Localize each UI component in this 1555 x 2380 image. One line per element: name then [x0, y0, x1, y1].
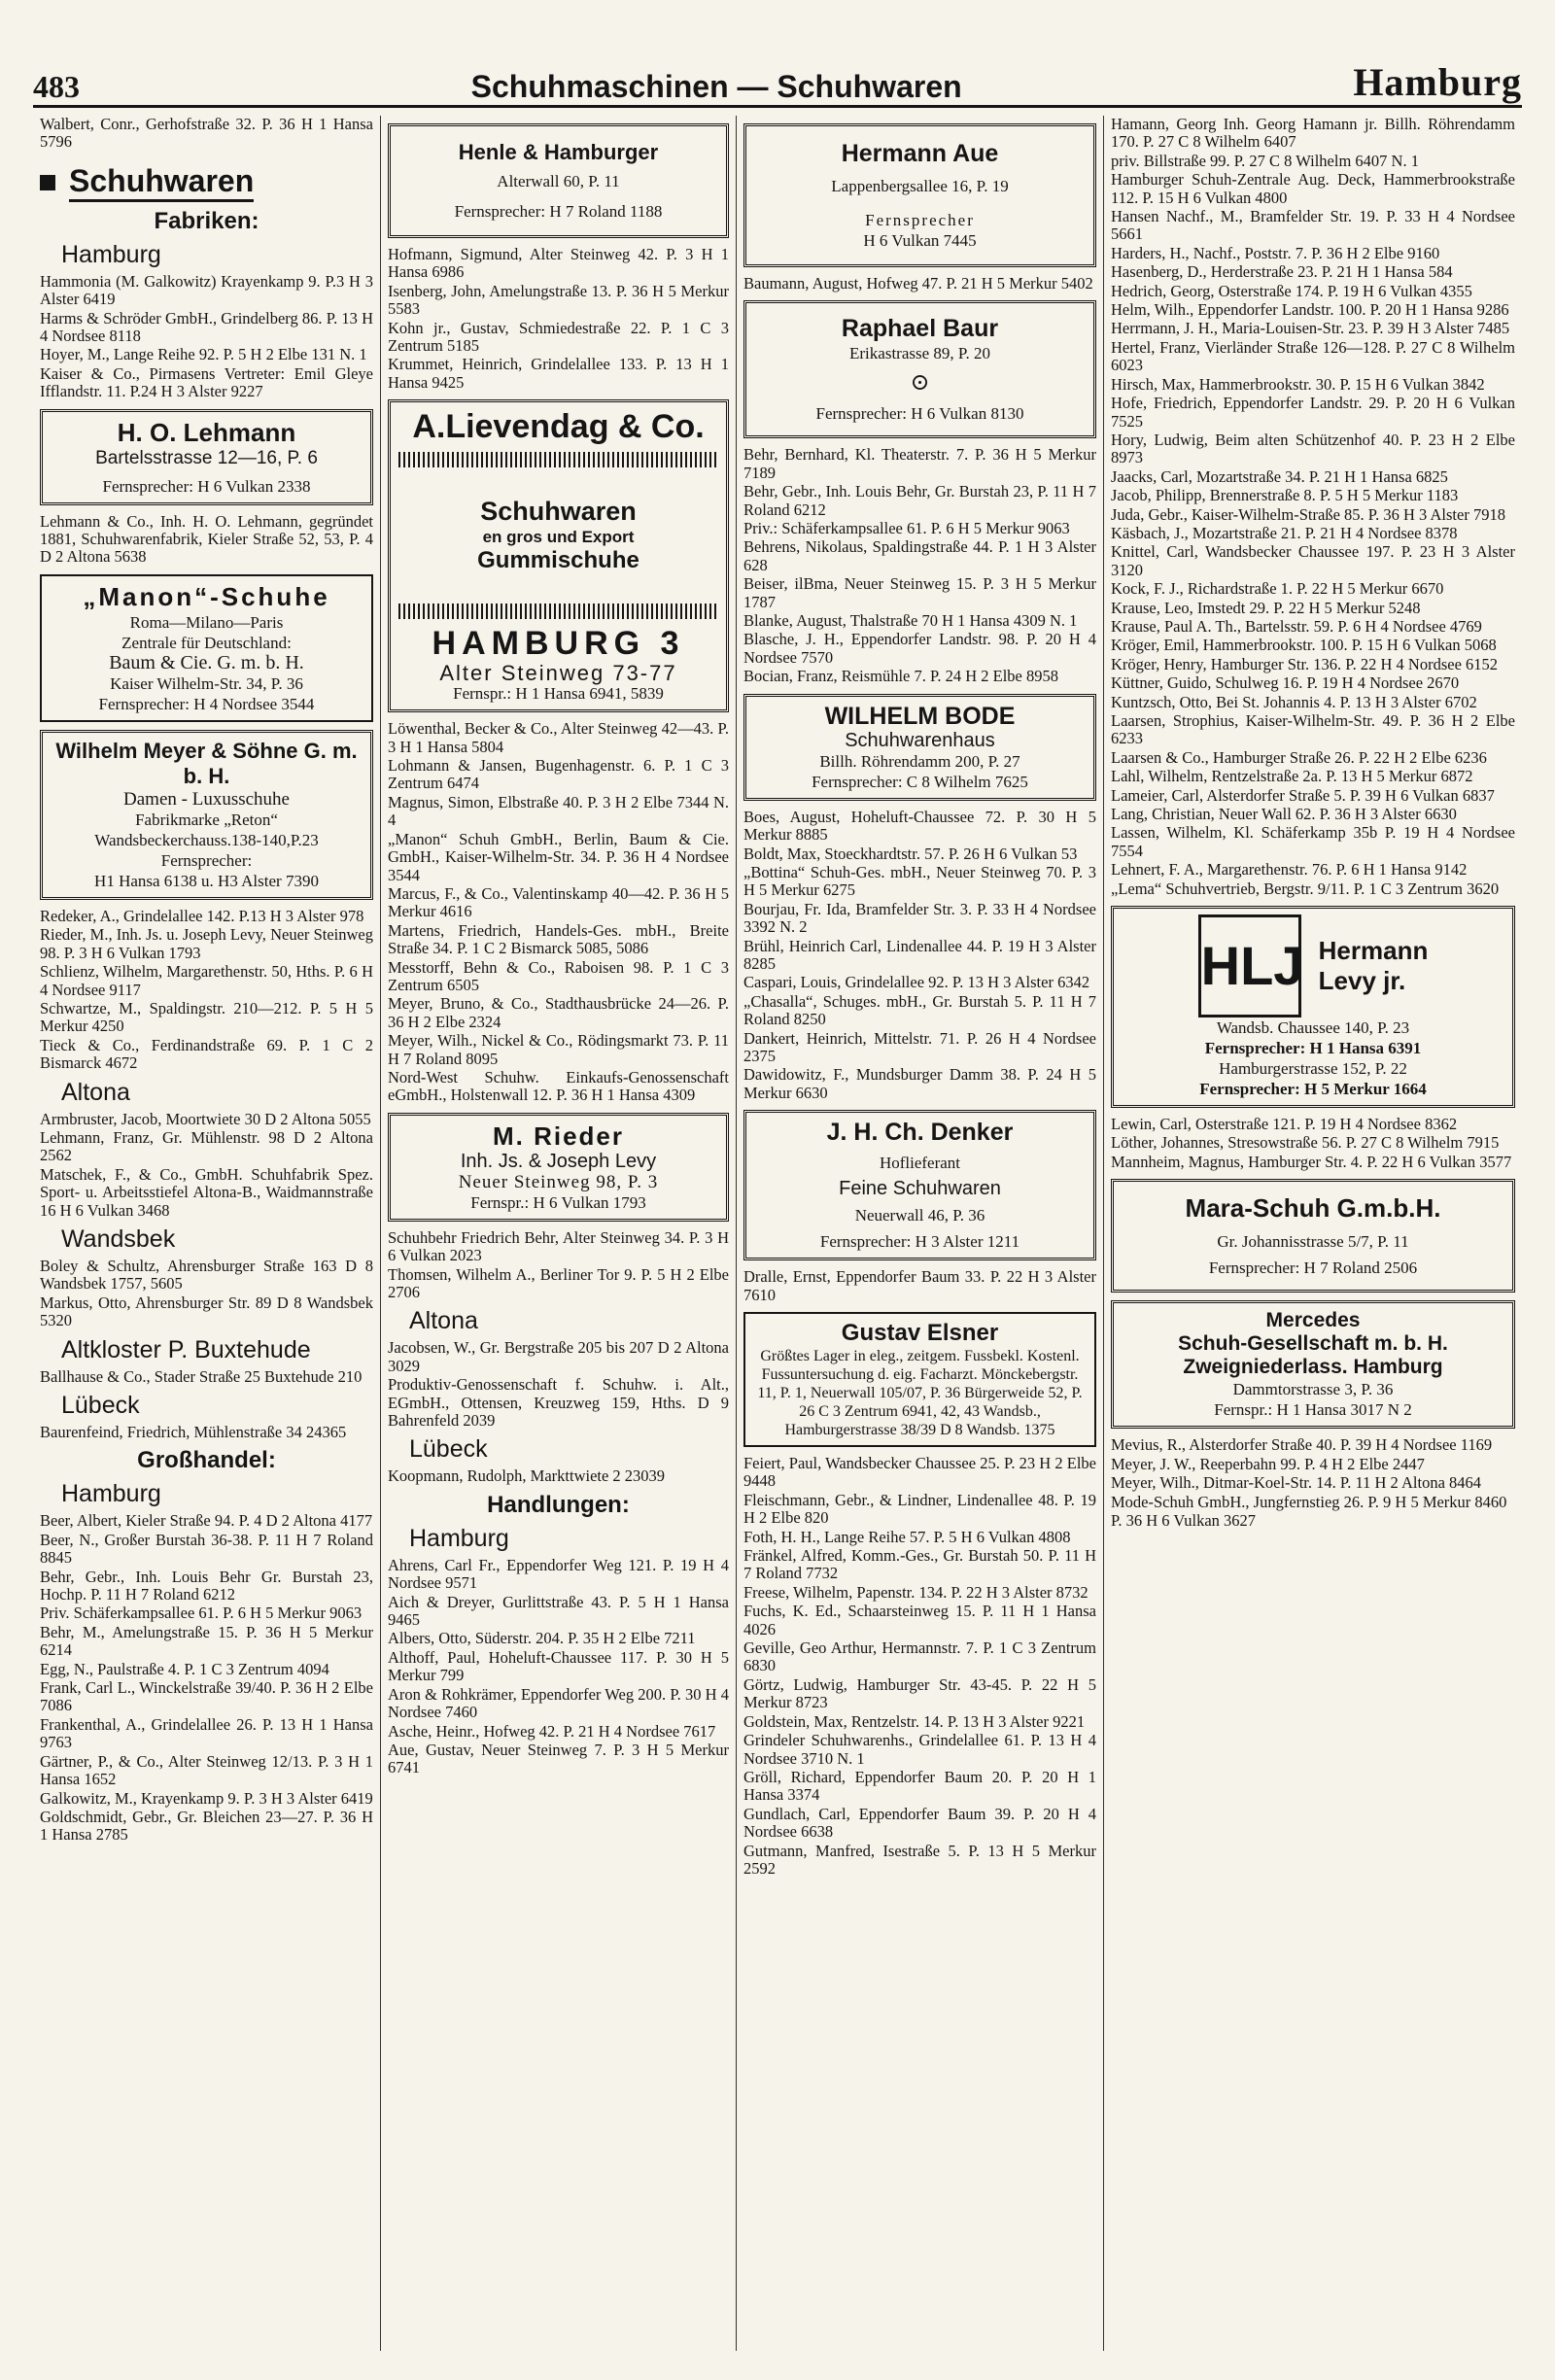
- directory-entry: Hansen Nachf., M., Bramfelder Str. 19. P. 33 H 4 Nordsee 5661: [1111, 207, 1515, 244]
- directory-entry: Behr, Gebr., Inh. Louis Behr Gr. Burstah 23, Hochp. P. 11 H 7 Roland 6212: [40, 1567, 373, 1604]
- ad-hermann-levy: [1111, 906, 1515, 1108]
- directory-entry: Redeker, A., Grindelallee 142. P.13 H 3 Alster 978: [40, 906, 364, 925]
- directory-entry: Marcus, F., & Co., Valentinskamp 40—42. P. 36 H 5 Merkur 4616: [388, 883, 729, 921]
- directory-entry: Lameier, Carl, Alsterdorfer Straße 5. P. 39 H 6 Vulkan 6837: [1111, 785, 1495, 805]
- ad-phone: Fernsprecher: H 7 Roland 2506: [1208, 1259, 1418, 1278]
- ad-name: Wilhelm Meyer & Söhne G. m. b. H.: [55, 738, 358, 788]
- ad-phone: H1 Hansa 6138 u. H3 Alster 7390: [94, 871, 319, 890]
- ad-name: WILHELM BODE: [824, 702, 1016, 730]
- location-heading: Wandsbek: [61, 1224, 176, 1253]
- directory-entry: Gundlach, Carl, Eppendorfer Baum 39. P. 20 H 4 Nordsee 6638: [743, 1804, 1096, 1842]
- directory-entry: Fleischmann, Gebr., & Lindner, Lindenallee 48. P. 19 H 2 Elbe 820: [743, 1490, 1096, 1528]
- column-1: [33, 116, 381, 2351]
- ad-line: Feine Schuhwaren: [839, 1178, 1001, 1200]
- ad-name: „Manon“-Schuhe: [83, 581, 330, 611]
- directory-entry: Harms & Schröder GmbH., Grindelberg 86. P. 13 H 4 Nordsee 8118: [40, 308, 373, 346]
- directory-entry: Löwenthal, Becker & Co., Alter Steinweg 42—43. P. 3 H 1 Hansa 5804: [388, 719, 729, 756]
- directory-entry: Armbruster, Jacob, Moortwiete 30 D 2 Altona 5055: [40, 1109, 371, 1128]
- directory-entry: Frankenthal, A., Grindelallee 26. P. 13 H 1 Hansa 9763: [40, 1714, 373, 1752]
- ad-phone: Fernsprecher: H 5 Merkur 1664: [1199, 1080, 1427, 1099]
- directory-entry: Kohn jr., Gustav, Schmiedestraße 22. P. 1 C 3 Zentrum 5185: [388, 318, 729, 356]
- directory-entry: Aron & Rohkrämer, Eppendorfer Weg 200. P. 30 H 4 Nordsee 7460: [388, 1684, 729, 1722]
- ad-phone: Fernsprecher: H 1 Hansa 6391: [1204, 1039, 1422, 1058]
- ad-meyer-soehne: [40, 730, 373, 900]
- ad-address: Billh. Röhrendamm 200, P. 27: [819, 751, 1020, 771]
- directory-entry: Lehnert, F. A., Margarethenstr. 76. P. 6 H 1 Hansa 9142: [1111, 860, 1468, 880]
- directory-entry: Fränkel, Alfred, Komm.-Ges., Gr. Burstah 50. P. 11 H 7 Roland 7732: [743, 1546, 1096, 1583]
- directory-entry: Fuchs, K. Ed., Schaarsteinweg 15. P. 11 H 1 Hansa 4026: [743, 1602, 1096, 1638]
- directory-entry: Dawidowitz, F., Mundsburger Damm 38. P. 24 H 5 Merkur 6630: [743, 1065, 1096, 1102]
- entry-list: [388, 720, 729, 1105]
- monogram-logo: HLJ: [1198, 914, 1301, 1018]
- directory-entry: Boldt, Max, Stoeckhardtstr. 57. P. 26 H 6 Vulkan 53: [743, 844, 1078, 863]
- directory-entry: Boley & Schultz, Ahrensburger Straße 163 D 8 Wandsbek 1757, 5605: [40, 1256, 373, 1293]
- directory-entry: Thomsen, Wilhelm A., Berliner Tor 9. P. 5 H 2 Elbe 2706: [388, 1264, 729, 1301]
- entry-list: [388, 246, 729, 392]
- directory-entry: Tieck & Co., Ferdinandstraße 69. P. 1 C 2 Bismarck 4672: [40, 1035, 373, 1073]
- ad-name: Levy jr.: [1318, 966, 1406, 996]
- directory-entry: Kröger, Emil, Hammerbrookstr. 100. P. 15 H 6 Vulkan 5068: [1111, 636, 1497, 655]
- directory-entry: Freese, Wilhelm, Papenstr. 134. P. 22 H 3 Alster 8732: [743, 1582, 1088, 1602]
- section-schuhwaren: [40, 163, 373, 202]
- entry-list: [388, 1339, 729, 1430]
- directory-entry: Krause, Paul A. Th., Bartelsstr. 59. P. 6 H 4 Nordsee 4769: [1111, 616, 1482, 636]
- ad-city: HAMBURG 3: [432, 625, 685, 663]
- location-heading: Altona: [409, 1307, 478, 1335]
- subsection-grosshandel: Großhandel:: [137, 1447, 276, 1474]
- bullet-square-icon: [40, 175, 55, 190]
- ad-body: Größtes Lager in eleg., zeitgem. Fussbekl. Kostenl. Fussuntersuchung d. eig. Facharzt. Mönckebergstr. 11, P. 1, Neuerwall 105/07, P. 36 Bürgerweide 52, P. 26 C 3 Zentrum 6941, 42, 43 Wandsb., Hamburgerstrasse 38/39 D 8 Wandsb. 1375: [757, 1348, 1083, 1438]
- location-heading: Hamburg: [61, 240, 161, 268]
- directory-entry: Hertel, Franz, Vierländer Straße 126—128. P. 27 C 8 Wilhelm 6023: [1111, 337, 1515, 375]
- directory-entry: Hammonia (M. Galkowitz) Krayenkamp 9. P.3 H 3 Alster 6419: [40, 271, 373, 309]
- ad-mara-schuh: [1111, 1179, 1515, 1293]
- ad-name: Hermann: [1318, 936, 1429, 966]
- ad-address: Lappenbergsallee 16, P. 19: [831, 177, 1009, 195]
- ad-address: Neuer Steinweg 98, P. 3: [458, 1171, 659, 1192]
- directory-entry: Herrmann, J. H., Maria-Louisen-Str. 23. P. 39 H 3 Alster 7485: [1111, 319, 1510, 338]
- directory-entry: Aue, Gustav, Neuer Steinweg 7. P. 3 H 5 Merkur 6741: [388, 1740, 729, 1777]
- ad-name: Raphael Baur: [841, 315, 999, 343]
- ad-name: J. H. Ch. Denker: [826, 1119, 1014, 1147]
- directory-entry: Hirsch, Max, Hammerbrookstr. 30. P. 15 H 6 Vulkan 3842: [1111, 374, 1485, 394]
- header-city: Hamburg: [1353, 60, 1522, 104]
- ad-gustav-elsner: [743, 1312, 1096, 1447]
- ad-address: Hamburgerstrasse 152, P. 22: [1219, 1059, 1407, 1079]
- decorative-stripe: [398, 452, 718, 467]
- ad-phone: Fernspr.: H 6 Vulkan 1793: [470, 1192, 646, 1212]
- directory-entry: Messtorff, Behn & Co., Raboisen 98. P. 1 C 3 Zentrum 6505: [388, 957, 729, 994]
- ad-address: Gr. Johannisstrasse 5/7, P. 11: [1217, 1232, 1409, 1252]
- entry-list: [388, 1557, 729, 1777]
- directory-entry: Mevius, R., Alsterdorfer Straße 40. P. 39 H 4 Nordsee 1169: [1111, 1435, 1493, 1455]
- ad-address: Wandsb. Chaussee 140, P. 23: [1216, 1018, 1410, 1038]
- directory-entry: Lehmann, Franz, Gr. Mühlenstr. 98 D 2 Altona 2562: [40, 1127, 373, 1165]
- page-number: 483: [33, 69, 80, 104]
- ad-phone: Fernsprecher: H 7 Roland 1188: [454, 202, 663, 221]
- ad-line: en gros und Export: [482, 528, 635, 547]
- entry-list: [743, 275, 1096, 293]
- directory-entry: Hamann, Georg Inh. Georg Hamann jr. Billh. Röhrendamm 170. P. 27 C 8 Wilhelm 6407: [1111, 116, 1515, 152]
- ad-name: Henle & Hamburger: [458, 140, 659, 164]
- directory-entry: Blanke, August, Thalstraße 70 H 1 Hansa 4309 N. 1: [743, 611, 1078, 631]
- directory-entry: Baumann, August, Hofweg 47. P. 21 H 5 Merkur 5402: [743, 274, 1093, 293]
- ad-line: Damen - Luxusschuhe: [123, 788, 290, 810]
- directory-entry: Albers, Otto, Süderstr. 204. P. 35 H 2 Elbe 7211: [388, 1629, 696, 1648]
- directory-entry: Lahl, Wilhelm, Rentzelstraße 2a. P. 13 H 5 Merkur 6872: [1111, 767, 1473, 786]
- directory-entry: Behrens, Nikolaus, Spaldingstraße 44. P. 1 H 3 Alster 628: [743, 537, 1096, 574]
- ad-line: Zentrale für Deutschland:: [121, 633, 292, 652]
- directory-entry: Matschek, F., & Co., GmbH. Schuhfabrik Spez. Sport- u. Arbeitsstiefel Altona-B., Waidmannstraße 16 H 6 Vulkan 3468: [40, 1164, 373, 1220]
- directory-entry: „Bottina“ Schuh-Ges. mbH., Neuer Steinweg 70. P. 3 H 5 Merkur 6275: [743, 862, 1096, 900]
- ad-raphael-baur: [743, 300, 1096, 438]
- directory-entry: Meyer, J. W., Reeperbahn 99. P. 4 H 2 Elbe 2447: [1111, 1454, 1425, 1473]
- directory-entry: Rieder, M., Inh. Js. u. Joseph Levy, Neuer Steinweg 98. P. 3 H 6 Vulkan 1793: [40, 925, 373, 962]
- page-header: [33, 54, 1522, 108]
- ad-phone: Fernsprecher: C 8 Wilhelm 7625: [812, 772, 1028, 791]
- column-3: [737, 116, 1104, 2351]
- ad-line: Schuh-Gesellschaft m. b. H.: [1178, 1332, 1448, 1356]
- ad-phone: Fernspr.: H 1 Hansa 3017 N 2: [1214, 1400, 1412, 1420]
- location-heading: Hamburg: [409, 1524, 509, 1552]
- entry: Koopmann, Rudolph, Markttwiete 2 23039: [388, 1466, 666, 1486]
- directory-entry: Dankert, Heinrich, Mittelstr. 71. P. 26 H 4 Nordsee 2375: [743, 1028, 1096, 1065]
- ad-line: Schuhwarenhaus: [845, 729, 995, 751]
- directory-entry: Gutmann, Manfred, Isestraße 5. P. 13 H 5 Merkur 2592: [743, 1841, 1096, 1878]
- entry-list: [40, 1258, 373, 1330]
- directory-entry: Isenberg, John, Amelungstraße 13. P. 36 H 5 Merkur 5583: [388, 281, 729, 319]
- section-title: Schuhwaren: [69, 163, 254, 202]
- entry-list: [40, 1111, 373, 1220]
- entry-list: [1111, 1436, 1515, 1530]
- subsection-handlungen: Handlungen:: [487, 1491, 630, 1518]
- directory-entry: Aich & Dreyer, Gurlittstraße 43. P. 5 H 1 Hansa 9465: [388, 1592, 729, 1630]
- ad-henle-hamburger: [388, 123, 729, 238]
- ad-lievendag: [388, 399, 729, 712]
- ad-line: Gummischuhe: [477, 547, 639, 574]
- directory-entry: „Chasalla“, Schuges. mbH., Gr. Burstah 5. P. 11 H 7 Roland 8250: [743, 991, 1096, 1029]
- directory-entry: Martens, Friedrich, Handels-Ges. mbH., Breite Straße 34. P. 1 C 2 Bismarck 5085, 5086: [388, 920, 729, 958]
- directory-entry: Lohmann & Jansen, Bugenhagenstr. 6. P. 1 C 3 Zentrum 6474: [388, 756, 729, 793]
- ad-address: Wandsbeckerchauss.138-140,P.23: [94, 830, 319, 849]
- ad-name: A.Lievendag & Co.: [412, 408, 705, 446]
- directory-entry: Schlienz, Wilhelm, Margarethenstr. 50, Hths. P. 6 H 4 Nordsee 9117: [40, 962, 373, 999]
- directory-entry: Kröger, Henry, Hamburger Str. 136. P. 22 H 4 Nordsee 6152: [1111, 654, 1499, 673]
- directory-entry: Kuntzsch, Otto, Bei St. Johannis 4. P. 13 H 3 Alster 6702: [1111, 692, 1477, 711]
- directory-entry: Görtz, Ludwig, Hamburger Str. 43-45. P. 22 H 5 Merkur 8723: [743, 1674, 1096, 1712]
- ad-wilhelm-bode: [743, 694, 1096, 801]
- ad-rieder: [388, 1113, 729, 1222]
- ad-line: Hoflieferant: [879, 1154, 961, 1173]
- ad-line: Fernsprecher: [865, 211, 975, 229]
- directory-entry: Schwartze, M., Spaldingstr. 210—212. P. 5 H 5 Merkur 4250: [40, 998, 373, 1036]
- ad-address: Alterwall 60, P. 11: [497, 172, 620, 190]
- ad-phone: H 6 Vulkan 7445: [863, 231, 977, 250]
- directory-entry: Galkowitz, M., Krayenkamp 9. P. 3 H 3 Alster 6419: [40, 1788, 373, 1808]
- directory-entry: Behr, Bernhard, Kl. Theaterstr. 7. P. 36 H 5 Merkur 7189: [743, 445, 1096, 482]
- column-2: [381, 116, 737, 2351]
- directory-entry: Krause, Leo, Imstedt 29. P. 22 H 5 Merkur 5248: [1111, 598, 1421, 617]
- directory-entry: Markus, Otto, Ahrensburger Str. 89 D 8 Wandsbek 5320: [40, 1293, 373, 1330]
- directory-entry: Schuhbehr Friedrich Behr, Alter Steinweg 34. P. 3 H 6 Vulkan 2023: [388, 1227, 729, 1265]
- directory-entry: Bocian, Franz, Reismühle 7. P. 24 H 2 Elbe 8958: [743, 667, 1059, 686]
- directory-entry: Hamburger Schuh-Zentrale Aug. Deck, Hammerbrookstraße 112. P. 15 H 6 Vulkan 4800: [1111, 170, 1515, 207]
- directory-entry: Priv.: Schäferkampsallee 61. P. 6 H 5 Merkur 9063: [743, 519, 1070, 538]
- directory-entry: Lang, Christian, Neuer Wall 62. P. 36 H 3 Alster 6630: [1111, 805, 1457, 824]
- location-heading: Altkloster P. Buxtehude: [61, 1335, 311, 1363]
- entry-list: [388, 1229, 729, 1302]
- directory-entry: Priv. Schäferkampsallee 61. P. 6 H 5 Merkur 9063: [40, 1604, 363, 1623]
- directory-entry: Hofe, Friedrich, Eppendorfer Landstr. 29. P. 20 H 6 Vulkan 7525: [1111, 394, 1515, 431]
- directory-entry: Blasche, J. H., Eppendorfer Landstr. 98. P. 20 H 4 Nordsee 7570: [743, 630, 1096, 667]
- location-heading: Hamburg: [61, 1480, 161, 1508]
- ad-line: Inh. Js. & Joseph Levy: [460, 1150, 657, 1172]
- ad-name: Hermann Aue: [841, 140, 999, 167]
- ad-name: Gustav Elsner: [841, 1320, 999, 1346]
- directory-entry: Beer, N., Großer Burstah 36-38. P. 11 H 7 Roland 8845: [40, 1530, 373, 1568]
- ad-hermann-aue: [743, 123, 1096, 267]
- ad-address: Bartelsstrasse 12—16, P. 6: [95, 447, 318, 468]
- directory-entry: Meyer, Wilh., Ditmar-Koel-Str. 14. P. 11 H 2 Altona 8464: [1111, 1473, 1482, 1493]
- ad-name: Mercedes: [1265, 1309, 1361, 1332]
- directory-entry: P. 36 H 6 Vulkan 3627: [1111, 1510, 1257, 1530]
- directory-entry: Küttner, Guido, Schulweg 16. P. 19 H 4 Nordsee 2670: [1111, 673, 1460, 693]
- directory-entry: Gröll, Richard, Eppendorfer Baum 20. P. 20 H 1 Hansa 3374: [743, 1767, 1096, 1805]
- directory-entry: „Manon“ Schuh GmbH., Berlin, Baum & Cie. GmbH., Kaiser-Wilhelm-Str. 34. P. 36 H 4 Nordsee 3544: [388, 829, 729, 884]
- directory-entry: Gärtner, P., & Co., Alter Steinweg 12/13. P. 3 H 1 Hansa 1652: [40, 1751, 373, 1789]
- directory-entry: Krummet, Heinrich, Grindelallee 133. P. 13 H 1 Hansa 9425: [388, 355, 729, 392]
- directory-entry: Goldschmidt, Gebr., Gr. Bleichen 23—27. P. 36 H 1 Hansa 2785: [40, 1807, 373, 1845]
- entry: Ballhause & Co., Stader Straße 25 Buxtehude 210: [40, 1366, 363, 1386]
- ad-address: Erikastrasse 89, P. 20: [849, 344, 990, 363]
- directory-entry: Egg, N., Paulstraße 4. P. 1 C 3 Zentrum 4094: [40, 1659, 329, 1678]
- directory-entry: Hedrich, Georg, Osterstraße 174. P. 19 H 6 Vulkan 4355: [1111, 281, 1472, 300]
- directory-entry: Ahrens, Carl Fr., Eppendorfer Weg 121. P. 19 H 4 Nordsee 9571: [388, 1555, 729, 1593]
- ad-address: Alter Steinweg 73-77: [439, 661, 677, 686]
- directory-entry: Frank, Carl L., Winckelstraße 39/40. P. 36 H 2 Elbe 7086: [40, 1678, 373, 1715]
- directory-entry: Kock, F. J., Richardstraße 1. P. 22 H 5 Merkur 6670: [1111, 579, 1444, 599]
- directory-entry: Behr, Gebr., Inh. Louis Behr, Gr. Burstah 23, P. 11 H 7 Roland 6212: [743, 482, 1096, 519]
- ad-mercedes: [1111, 1300, 1515, 1429]
- ad-line: Fernsprecher:: [160, 850, 253, 870]
- ad-address: Neuerwall 46, P. 36: [854, 1206, 985, 1225]
- directory-entry: Lassen, Wilhelm, Kl. Schäferkamp 35b P. 19 H 4 Nordsee 7554: [1111, 823, 1515, 860]
- location-heading: Altona: [61, 1078, 130, 1106]
- entry-list: [743, 1268, 1096, 1304]
- ad-name: M. Rieder: [492, 1121, 625, 1151]
- entry-list: [1111, 1116, 1515, 1171]
- ad-address: Dammtorstrasse 3, P. 36: [1232, 1380, 1394, 1399]
- location-heading: Lübeck: [61, 1392, 140, 1419]
- ad-phone: Fernsprecher: H 6 Vulkan 2338: [102, 476, 311, 496]
- entry-list: [40, 908, 373, 1073]
- directory-entry: Mode-Schuh GmbH., Jungfernstieg 26. P. 9 H 5 Merkur 8460: [1111, 1492, 1507, 1511]
- ad-line: Schuhwaren: [480, 497, 637, 527]
- entry: Lehmann & Co., Inh. H. O. Lehmann, gegründet 1881, Schuhwarenfabrik, Kieler Straße 52, 53, P. 4 D 2 Altona 5638: [40, 511, 373, 567]
- directory-entry: Asche, Heinr., Hofweg 42. P. 21 H 4 Nordsee 7617: [388, 1721, 716, 1741]
- directory-entry: Jacob, Philipp, Brennerstraße 8. P. 5 H 5 Merkur 1183: [1111, 486, 1459, 505]
- directory-entry: Käsbach, J., Mozartstraße 21. P. 21 H 4 Nordsee 8378: [1111, 523, 1458, 542]
- directory-entry: Laarsen & Co., Hamburger Straße 26. P. 22 H 2 Elbe 6236: [1111, 747, 1487, 767]
- directory-entry: Juda, Gebr., Kaiser-Wilhelm-Straße 85. P. 36 H 3 Alster 7918: [1111, 504, 1505, 524]
- ad-line: Zweigniederlass. Hamburg: [1183, 1356, 1443, 1379]
- directory-entry: Jaacks, Carl, Mozartstraße 34. P. 21 H 1 Hansa 6825: [1111, 466, 1448, 486]
- ad-address: Kaiser Wilhelm-Str. 34, P. 36: [110, 673, 303, 693]
- directory-entry: Knittel, Carl, Wandsbecker Chaussee 197. P. 23 H 3 Alster 3120: [1111, 542, 1515, 579]
- directory-entry: Mannheim, Magnus, Hamburger Str. 4. P. 22 H 6 Vulkan 3577: [1111, 1152, 1512, 1171]
- ad-line: Fabrikmarke „Reton“: [135, 810, 278, 829]
- directory-entry: Produktiv-Genossenschaft f. Schuhw. i. Alt., EGmbH., Ottensen, Kreuzweg 159, Hths. D 9 Bahrenfeld 2039: [388, 1375, 729, 1431]
- directory-entry: Laarsen, Strophius, Kaiser-Wilhelm-Str. 49. P. 36 H 2 Elbe 6233: [1111, 711, 1515, 748]
- directory-entry: Geville, Geo Arthur, Hermannstr. 7. P. 1 C 3 Zentrum 6830: [743, 1638, 1096, 1675]
- entry: Walbert, Conr., Gerhofstraße 32. P. 36 H 1 Hansa 5796: [40, 116, 373, 152]
- directory-entry: Magnus, Simon, Elbstraße 40. P. 3 H 2 Elbe 7344 N. 4: [388, 792, 729, 830]
- directory-entry: Hory, Ludwig, Beim alten Schützenhof 40. P. 23 H 2 Elbe 8973: [1111, 430, 1515, 467]
- entry-list: [743, 1455, 1096, 1878]
- emblem-icon: ⊙: [910, 370, 930, 397]
- directory-entry: Hasenberg, D., Herderstraße 23. P. 21 H 1 Hansa 584: [1111, 262, 1453, 282]
- directory-entry: Grindeler Schuhwarenhs., Grindelallee 61. P. 13 H 4 Nordsee 3710 N. 1: [743, 1731, 1096, 1768]
- location-heading: Lübeck: [409, 1435, 488, 1464]
- directory-entry: Goldstein, Max, Rentzelstr. 14. P. 13 H 3 Alster 9221: [743, 1711, 1086, 1731]
- directory-entry: Lewin, Carl, Osterstraße 121. P. 19 H 4 Nordsee 8362: [1111, 1115, 1458, 1134]
- ad-manon: [40, 574, 373, 722]
- entry: Baurenfeind, Friedrich, Mühlenstraße 34 24365: [40, 1423, 347, 1441]
- directory-entry: Foth, H. H., Lange Reihe 57. P. 5 H 6 Vulkan 4808: [743, 1527, 1071, 1546]
- directory-entry: Dralle, Ernst, Eppendorfer Baum 33. P. 22 H 3 Alster 7610: [743, 1267, 1096, 1304]
- directory-entry: „Lema“ Schuhvertrieb, Bergstr. 9/11. P. 1 C 3 Zentrum 3620: [1111, 879, 1500, 898]
- directory-entry: Hofmann, Sigmund, Alter Steinweg 42. P. 3 H 1 Hansa 6986: [388, 245, 729, 282]
- decorative-stripe: [398, 604, 718, 619]
- directory-entry: Nord-West Schuhw. Einkaufs-Genossenschaft eGmbH., Holstenwall 12. P. 36 H 1 Hansa 4309: [388, 1067, 729, 1105]
- entry-list: [743, 446, 1096, 685]
- page-title: Schuhmaschinen — Schuhwaren: [470, 69, 962, 104]
- ad-phone: Fernsprecher: H 6 Vulkan 8130: [815, 404, 1024, 424]
- directory-entry: Behr, M., Amelungstraße 15. P. 36 H 5 Merkur 6214: [40, 1622, 373, 1660]
- ad-name: Mara-Schuh G.m.b.H.: [1185, 1193, 1441, 1224]
- directory-entry: Brühl, Heinrich Carl, Lindenallee 44. P. 19 H 3 Alster 8285: [743, 936, 1096, 973]
- directory-entry: Hoyer, M., Lange Reihe 92. P. 5 H 2 Elbe 131 N. 1: [40, 345, 367, 364]
- subsection-fabriken: Fabriken:: [154, 207, 259, 234]
- directory-entry: Helm, Wilh., Eppendorfer Landstr. 100. P. 20 H 1 Hansa 9286: [1111, 300, 1509, 320]
- directory-entry: Beiser, ilBma, Neuer Steinweg 15. P. 3 H 5 Merkur 1787: [743, 574, 1096, 611]
- entry-list: [1111, 116, 1515, 898]
- ad-name: H. O. Lehmann: [117, 417, 296, 447]
- ad-firm: Baum & Cie. G. m. b. H.: [109, 651, 304, 673]
- directory-entry: Löther, Johannes, Stresowstraße 56. P. 27 C 8 Wilhelm 7915: [1111, 1133, 1500, 1153]
- entry-list: [743, 809, 1096, 1103]
- directory-entry: Bourjau, Fr. Ida, Bramfelder Str. 3. P. 33 H 4 Nordsee 3392 N. 2: [743, 899, 1096, 937]
- directory-entry: Boes, August, Hoheluft-Chaussee 72. P. 30 H 5 Merkur 8885: [743, 807, 1096, 845]
- directory-entry: Beer, Albert, Kieler Straße 94. P. 4 D 2 Altona 4177: [40, 1511, 373, 1531]
- directory-entry: Althoff, Paul, Hoheluft-Chaussee 117. P. 30 H 5 Merkur 799: [388, 1647, 729, 1685]
- column-4: [1104, 116, 1522, 2351]
- ad-denker: [743, 1110, 1096, 1260]
- directory-entry: Harders, H., Nachf., Poststr. 7. P. 36 H 2 Elbe 9160: [1111, 243, 1440, 262]
- ad-lehmann: [40, 409, 373, 505]
- entry-list: [40, 1512, 373, 1844]
- directory-entry: Caspari, Louis, Grindelallee 92. P. 13 H 3 Alster 6342: [743, 973, 1090, 992]
- directory-entry: Meyer, Bruno, & Co., Stadthausbrücke 24—26. P. 36 H 2 Elbe 2324: [388, 994, 729, 1031]
- directory-entry: Jacobsen, W., Gr. Bergstraße 205 bis 207 D 2 Altona 3029: [388, 1338, 729, 1375]
- directory-entry: Feiert, Paul, Wandsbecker Chaussee 25. P. 23 H 2 Elbe 9448: [743, 1454, 1096, 1491]
- ad-phone: Fernspr.: H 1 Hansa 6941, 5839: [453, 684, 664, 704]
- directory-entry: Kaiser & Co., Pirmasens Vertreter: Emil Gleye Ifflandstr. 11. P.24 H 3 Alster 9227: [40, 363, 373, 401]
- directory-entry: Meyer, Wilh., Nickel & Co., Rödingsmarkt 73. P. 11 H 7 Roland 8095: [388, 1031, 729, 1068]
- directory-entry: priv. Billstraße 99. P. 27 C 8 Wilhelm 6407 N. 1: [1111, 151, 1419, 170]
- ad-phone: Fernsprecher: H 4 Nordsee 3544: [98, 694, 315, 713]
- entry-list: [40, 273, 373, 401]
- ad-line: Roma—Milano—Paris: [129, 612, 284, 632]
- ad-phone: Fernsprecher: H 3 Alster 1211: [819, 1232, 1020, 1252]
